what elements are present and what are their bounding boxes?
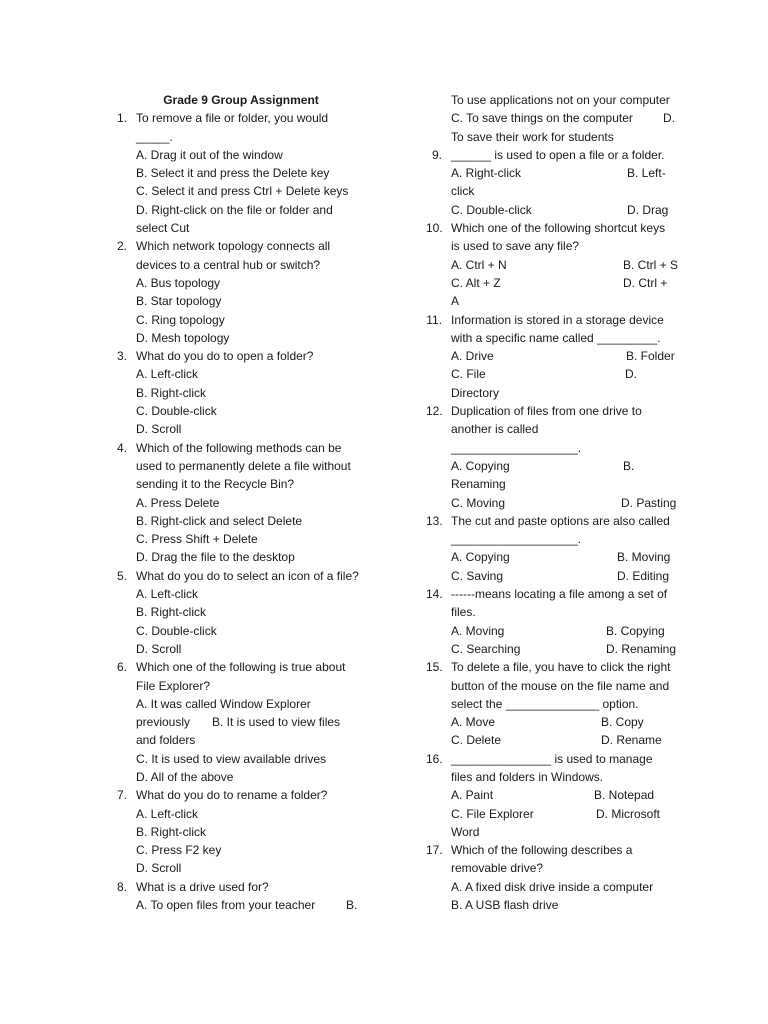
line-text: A — [451, 294, 460, 309]
text-line — [111, 713, 361, 731]
page-title: Grade 9 Group Assignment — [163, 93, 319, 107]
line-text: _______________ is used to manage — [451, 751, 653, 766]
question-line — [426, 219, 682, 237]
line-text: A. Copying B. Moving — [451, 548, 682, 566]
option-text: B. Moving — [617, 550, 671, 565]
text-line — [111, 622, 361, 640]
line-text: C. Delete D. Rename — [451, 731, 682, 749]
text-line — [426, 237, 682, 255]
text-line — [111, 402, 361, 420]
text-line — [426, 622, 682, 640]
line-text: B. A USB flash drive — [451, 898, 559, 913]
text-line — [426, 439, 682, 457]
text-line — [426, 805, 682, 823]
text-line — [111, 201, 361, 219]
text-line — [111, 585, 361, 603]
text-line — [426, 859, 682, 877]
text-line — [426, 548, 682, 566]
line-text: A. It was called Window Explorer — [136, 696, 311, 711]
line-text: A. To open files from your teacher B. — [136, 896, 361, 914]
line-text: B. Right-click — [136, 605, 207, 620]
line-text: button of the mouse on the file name and — [451, 678, 670, 693]
text-line — [111, 841, 361, 859]
text-line — [426, 109, 682, 127]
text-line — [426, 256, 682, 274]
text-line — [111, 182, 361, 200]
text-line — [426, 731, 682, 749]
text-line — [111, 329, 361, 347]
line-text: C. Alt + Z D. Ctrl + — [451, 274, 682, 292]
line-text: A. Left-click — [136, 587, 199, 602]
option-text: B. Copy — [601, 715, 644, 730]
line-text: D. Scroll — [136, 422, 182, 437]
line-text: C. It is used to view available drives — [136, 751, 327, 766]
question-line — [426, 841, 682, 859]
text-line — [426, 128, 682, 146]
line-text: C. Double-click D. Drag — [451, 201, 682, 219]
line-text: D. Scroll — [136, 861, 182, 876]
question-number: 7. — [116, 788, 127, 803]
line-text: To remove a file or folder, you would — [136, 111, 329, 126]
line-text: D. Mesh topology — [136, 330, 230, 345]
line-text: files and folders in Windows. — [451, 769, 604, 784]
option-text: B. Ctrl + S — [623, 257, 679, 272]
line-text: C. Double-click — [136, 623, 217, 638]
text-line — [426, 292, 682, 310]
line-text: D. All of the above — [136, 769, 234, 784]
line-text: select the ______________ option. — [451, 696, 639, 711]
question-line — [111, 658, 361, 676]
line-text: Renaming — [451, 477, 506, 492]
line-text: Which network topology connects all — [136, 239, 331, 254]
text-line — [426, 182, 682, 200]
question-line — [426, 585, 682, 603]
line-text: and folders — [136, 733, 196, 748]
question-number: 15. — [426, 660, 443, 675]
line-text: _____. — [136, 129, 173, 144]
option-text: D. Ctrl + — [623, 275, 668, 290]
question-number: 3. — [116, 349, 127, 364]
line-text: File Explorer? — [136, 678, 211, 693]
line-text: ------means locating a file among a set of — [451, 587, 668, 602]
text-line — [111, 128, 361, 146]
option-text: D. Renaming — [606, 641, 677, 656]
text-line — [426, 457, 682, 475]
text-line — [111, 512, 361, 530]
line-text: D. Scroll — [136, 641, 182, 656]
text-line — [111, 677, 361, 695]
line-text: sending it to the Recycle Bin? — [136, 477, 295, 492]
option-text: B. — [623, 458, 635, 473]
text-line — [426, 640, 682, 658]
text-line — [111, 457, 361, 475]
text-line — [426, 201, 682, 219]
text-line — [426, 567, 682, 585]
question-number: 14. — [426, 587, 443, 602]
option-text: B. Folder — [626, 349, 675, 364]
line-text: click — [451, 184, 475, 199]
text-line — [426, 420, 682, 438]
text-line — [111, 731, 361, 749]
line-text: is used to save any file? — [451, 239, 580, 254]
line-text: What is a drive used for? — [136, 879, 269, 894]
line-text: ___________________. — [451, 532, 582, 547]
text-line — [111, 494, 361, 512]
question-line — [111, 439, 361, 457]
line-text: B. Right-click — [136, 385, 207, 400]
text-line — [426, 384, 682, 402]
question-number: 10. — [426, 221, 443, 236]
question-number: 6. — [116, 660, 127, 675]
question-line — [426, 750, 682, 768]
option-text: D. Rename — [601, 733, 662, 748]
question-line — [426, 658, 682, 676]
text-line — [426, 329, 682, 347]
question-number: 1. — [116, 111, 127, 126]
question-line — [426, 311, 682, 329]
line-text: C. File Explorer D. Microsoft — [451, 805, 682, 823]
line-text: C. File D. — [451, 365, 682, 383]
question-number: 9. — [431, 147, 442, 162]
line-text: B. Select it and press the Delete key — [136, 166, 330, 181]
option-text: D. Pasting — [621, 495, 677, 510]
line-text: removable drive? — [451, 861, 544, 876]
text-line — [111, 750, 361, 768]
line-text: previously B. It is used to view files — [136, 713, 361, 731]
line-text: A. Right-click B. Left- — [451, 164, 682, 182]
option-text: D. Microsoft — [596, 806, 661, 821]
line-text: A. Left-click — [136, 367, 199, 382]
line-text: D. Drag the file to the desktop — [136, 550, 295, 565]
text-line — [111, 896, 361, 914]
question-line — [111, 567, 361, 585]
text-line — [426, 823, 682, 841]
question-line — [426, 512, 682, 530]
option-text: D. Drag — [627, 202, 669, 217]
question-number: 5. — [116, 568, 127, 583]
line-text: The cut and paste options are also called — [451, 513, 670, 528]
question-line — [111, 347, 361, 365]
text-line — [111, 548, 361, 566]
line-text: Word — [451, 824, 480, 839]
line-text: C. Saving D. Editing — [451, 567, 682, 585]
text-line — [111, 219, 361, 237]
text-line — [111, 805, 361, 823]
line-text: C. Moving D. Pasting — [451, 494, 682, 512]
text-line — [111, 640, 361, 658]
text-line — [426, 347, 682, 365]
text-line — [111, 420, 361, 438]
question-number: 2. — [116, 239, 127, 254]
text-line — [426, 91, 682, 109]
line-text: C. To save things on the computer D. — [451, 109, 682, 127]
text-line — [426, 695, 682, 713]
question-line — [111, 109, 361, 127]
text-line — [426, 713, 682, 731]
line-text: B. Right-click — [136, 824, 207, 839]
text-line — [111, 146, 361, 164]
left-question-list — [111, 109, 361, 914]
text-line — [426, 878, 682, 896]
line-text: A. Ctrl + N B. Ctrl + S — [451, 256, 682, 274]
text-line — [111, 603, 361, 621]
line-text: A. Left-click — [136, 806, 199, 821]
text-line — [426, 786, 682, 804]
right-column — [426, 91, 682, 914]
question-number: 12. — [426, 404, 443, 419]
question-number: 16. — [426, 751, 443, 766]
line-text: Which of the following describes a — [451, 843, 633, 858]
line-text: What do you do to select an icon of a file? — [136, 568, 359, 583]
text-line — [111, 164, 361, 182]
text-line — [426, 475, 682, 493]
text-line — [426, 494, 682, 512]
text-line — [111, 256, 361, 274]
option-text: D. — [625, 367, 637, 382]
option-text: B. — [346, 898, 358, 913]
text-line — [111, 695, 361, 713]
question-number: 11. — [426, 312, 442, 327]
line-text: Which of the following methods can be — [136, 440, 342, 455]
text-line — [426, 603, 682, 621]
option-text: B. Notepad — [594, 788, 655, 803]
text-line — [111, 823, 361, 841]
text-line — [426, 677, 682, 695]
line-text: A. Bus topology — [136, 275, 221, 290]
line-text: To use applications not on your computer — [451, 93, 670, 107]
right-question-list — [426, 91, 682, 914]
left-column — [111, 91, 361, 914]
line-text: C. Ring topology — [136, 312, 225, 327]
line-text: with a specific name called _________. — [451, 330, 661, 345]
question-number: 4. — [116, 440, 127, 455]
line-text: A. Moving B. Copying — [451, 622, 682, 640]
line-text: To delete a file, you have to click the right — [451, 660, 671, 675]
option-text: B. Left- — [627, 166, 666, 181]
text-line — [111, 859, 361, 877]
line-text: A. Copying B. — [451, 457, 682, 475]
text-line — [111, 365, 361, 383]
line-text: B. Right-click and select Delete — [136, 513, 303, 528]
text-line — [111, 292, 361, 310]
text-line — [111, 384, 361, 402]
line-text: A. Drive B. Folder — [451, 347, 682, 365]
line-text: Directory — [451, 385, 500, 400]
question-line — [426, 146, 682, 164]
text-line — [426, 274, 682, 292]
question-number: 17. — [426, 843, 443, 858]
text-line — [111, 274, 361, 292]
text-line — [426, 896, 682, 914]
question-line — [111, 786, 361, 804]
text-line — [111, 530, 361, 548]
question-number: 13. — [426, 513, 443, 528]
question-number: 8. — [116, 879, 127, 894]
line-text: C. Press Shift + Delete — [136, 532, 258, 547]
text-line — [426, 164, 682, 182]
line-text: A. Press Delete — [136, 495, 220, 510]
option-text: B. Copying — [606, 623, 665, 638]
line-text: devices to a central hub or switch? — [136, 257, 321, 272]
line-text: used to permanently delete a file without — [136, 458, 351, 473]
question-line — [111, 878, 361, 896]
line-text: files. — [451, 605, 476, 620]
line-text: What do you do to rename a folder? — [136, 788, 328, 803]
line-text: What do you do to open a folder? — [136, 349, 314, 364]
line-text: B. Star topology — [136, 294, 222, 309]
text-line — [426, 530, 682, 548]
line-text: Duplication of files from one drive to — [451, 404, 642, 419]
text-line — [426, 768, 682, 786]
line-text: Which one of the following shortcut keys — [451, 221, 666, 236]
line-text: A. Paint B. Notepad — [451, 786, 682, 804]
line-text: D. Right-click on the file or folder and — [136, 202, 333, 217]
option-text: D. — [663, 111, 675, 126]
question-line — [426, 402, 682, 420]
option-text: D. Editing — [617, 568, 670, 583]
line-text: To save their work for students — [451, 129, 614, 144]
line-text: A. Move B. Copy — [451, 713, 682, 731]
line-text: Which one of the following is true about — [136, 660, 346, 675]
line-text: A. A fixed disk drive inside a computer — [451, 879, 654, 894]
line-text: another is called — [451, 422, 539, 437]
line-text: C. Searching D. Renaming — [451, 640, 682, 658]
line-text: ___________________. — [451, 440, 582, 455]
line-text: ______ is used to open a file or a folder. — [451, 147, 665, 162]
line-text: C. Double-click — [136, 404, 217, 419]
question-line — [111, 237, 361, 255]
text-line — [111, 475, 361, 493]
line-text: C. Press F2 key — [136, 843, 222, 858]
text-line — [111, 768, 361, 786]
line-text: A. Drag it out of the window — [136, 147, 283, 162]
line-text: Information is stored in a storage device — [451, 312, 664, 327]
text-line — [426, 365, 682, 383]
line-text: select Cut — [136, 221, 190, 236]
line-text: C. Select it and press Ctrl + Delete keys — [136, 184, 349, 199]
option-text: B. It is used to view files — [212, 715, 341, 730]
text-line — [111, 311, 361, 329]
